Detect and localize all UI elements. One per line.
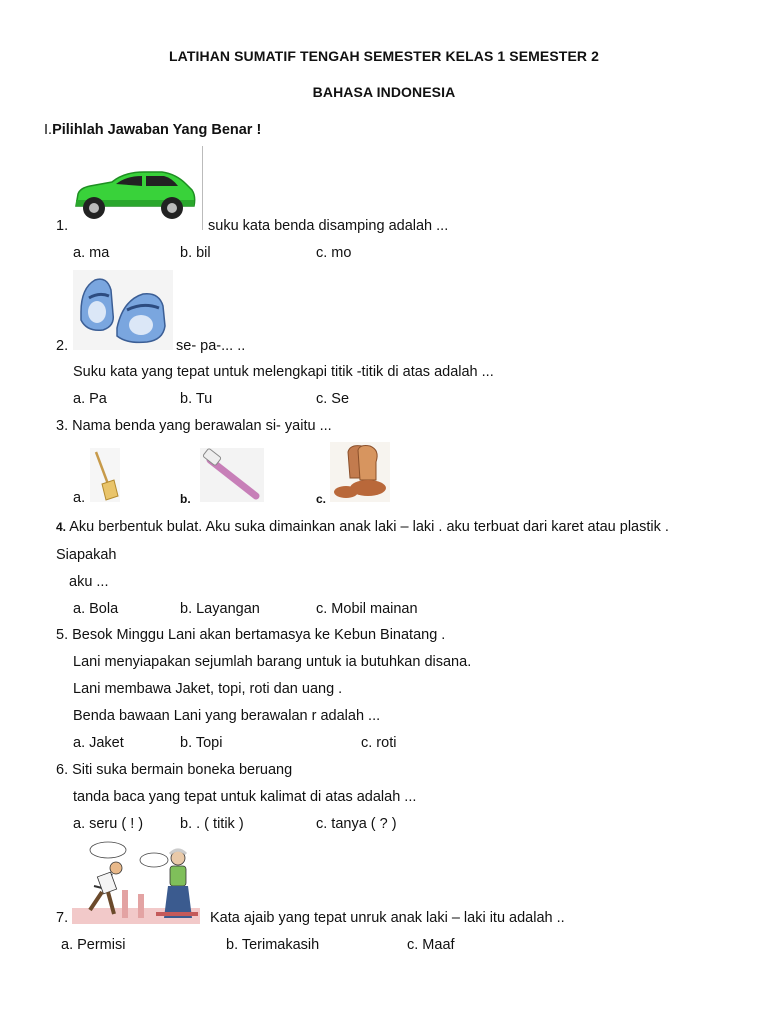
q1-option-c[interactable]: c. mo [316, 245, 352, 261]
q2-number: 2. [56, 338, 69, 354]
q3-option-a[interactable]: a. [73, 490, 86, 506]
q4-text: Aku berbentuk bulat. Aku suka dimainkan anak laki – laki . aku terbuat dari karet atau plastik . [69, 519, 669, 535]
q4-option-c[interactable]: c. Mobil mainan [316, 601, 418, 617]
q5-option-b[interactable]: b. Topi [180, 735, 223, 751]
section-heading-text: Pilihlah Jawaban Yang Benar ! [52, 122, 262, 138]
people-scene-icon [72, 838, 200, 924]
q7-number: 7. [56, 910, 69, 926]
q1-option-a[interactable]: a. ma [73, 245, 110, 261]
q5-option-a[interactable]: a. Jaket [73, 735, 124, 751]
q5-line3: Lani membawa Jaket, topi, roti dan uang . [73, 681, 343, 697]
image-border [202, 146, 203, 230]
q6-option-a[interactable]: a. seru ( ! ) [73, 816, 144, 832]
bread-icon [330, 442, 390, 502]
q2-option-c[interactable]: c. Se [316, 391, 350, 407]
q4-option-b[interactable]: b. Layangan [180, 601, 260, 617]
q7-option-b[interactable]: b. Terimakasih [226, 937, 320, 953]
section-number: I. [44, 122, 53, 138]
toothbrush-icon [200, 448, 264, 502]
q1-question: suku kata benda disamping adalah ... [208, 218, 449, 234]
q3-question: 3. Nama benda yang berawalan si- yaitu ... [56, 418, 332, 434]
q1-number: 1. [56, 218, 69, 234]
car-icon [72, 166, 198, 224]
document-title: LATIHAN SUMATIF TENGAH SEMESTER KELAS 1 SEMESTER 2 [169, 48, 599, 64]
broom-icon [90, 448, 120, 502]
q4-question [56, 518, 669, 536]
q5-line4: Benda bawaan Lani yang berawalan r adalah ... [73, 708, 381, 724]
shoes-icon [73, 270, 173, 350]
q6-option-b[interactable]: b. . ( titik ) [180, 816, 244, 832]
q4-number: 4. [56, 520, 67, 534]
q6-line1: 6. Siti suka bermain boneka beruang [56, 762, 293, 778]
q1-option-b[interactable]: b. bil [180, 245, 211, 261]
q6-line2: tanda baca yang tepat untuk kalimat di atas adalah ... [73, 789, 417, 805]
q7-option-a[interactable]: a. Permisi [61, 937, 126, 953]
q3-option-b[interactable]: b. [180, 492, 191, 506]
q5-line1: 5. Besok Minggu Lani akan bertamasya ke Kebun Binatang . [56, 627, 446, 643]
q5-line2: Lani menyiapakan sejumlah barang untuk ia butuhkan disana. [73, 654, 472, 670]
section-heading [44, 121, 261, 139]
q4-line2: Siapakah [56, 547, 117, 563]
q3-option-c[interactable]: c. [316, 492, 327, 506]
q4-option-a[interactable]: a. Bola [73, 601, 119, 617]
q2-option-b[interactable]: b. Tu [180, 391, 213, 407]
q5-option-c[interactable]: c. roti [361, 735, 397, 751]
q7-option-c[interactable]: c. Maaf [407, 937, 455, 953]
q2-option-a[interactable]: a. Pa [73, 391, 107, 407]
q7-question: Kata ajaib yang tepat unruk anak laki – laki itu adalah .. [210, 910, 565, 926]
q2-question: se- pa-... .. [176, 338, 246, 354]
document-subtitle: BAHASA INDONESIA [312, 84, 456, 100]
q6-option-c[interactable]: c. tanya ( ? ) [316, 816, 397, 832]
q4-line3: aku ... [69, 574, 109, 590]
q2-instruction: Suku kata yang tepat untuk melengkapi titik -titik di atas adalah ... [73, 364, 494, 380]
